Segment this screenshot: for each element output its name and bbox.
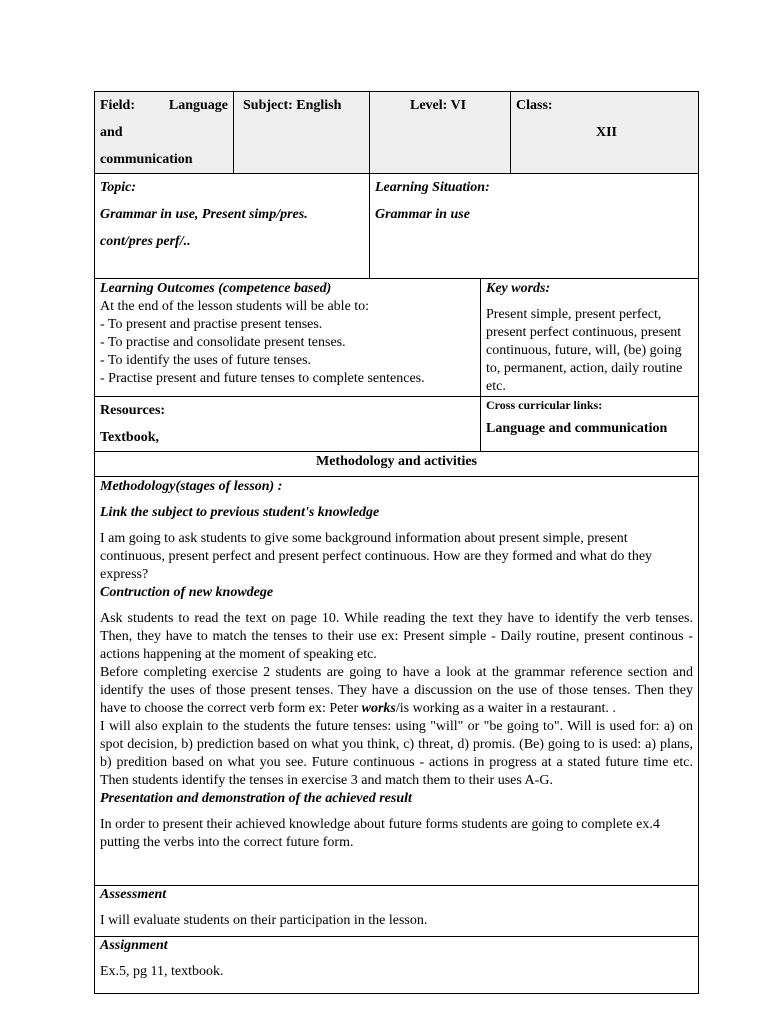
- learning-situation-cell: [370, 174, 699, 279]
- stages-label: Methodology(stages of lesson) :: [100, 479, 283, 494]
- field-label: Field:: [100, 98, 135, 113]
- keywords-cell: [481, 279, 699, 397]
- topic-value-1: Grammar in use, Present simp/pres.: [100, 207, 308, 222]
- assignment-text: Ex.5, pg 11, textbook.: [100, 964, 224, 979]
- learning-situation-label: Learning Situation:: [375, 180, 490, 195]
- outcomes-row: [95, 279, 699, 397]
- field-value-2: and: [100, 125, 123, 140]
- methodology-row: [95, 477, 699, 886]
- outcome-item: - To present and practise present tenses.: [100, 317, 323, 332]
- resources-value: Textbook,: [100, 430, 160, 445]
- outcome-item: - To practise and consolidate present tenses.: [100, 335, 346, 350]
- outcome-item: - To identify the uses of future tenses.: [100, 353, 312, 368]
- presentation-label: Presentation and demonstration of the achieved result: [100, 791, 412, 806]
- assessment-text: I will evaluate students on their participation in the lesson.: [100, 913, 428, 928]
- learning-situation-value: Grammar in use: [375, 207, 470, 222]
- assessment-label: Assessment: [100, 887, 167, 902]
- class-cell: [511, 92, 699, 174]
- construction-paragraph-2: [100, 664, 693, 718]
- construction-p2-b: /is working as a waiter in a restaurant. .: [395, 701, 616, 716]
- construction-p2-a: Before completing exercise 2 students are going to have a look at the grammar reference section and identify the uses of those present tenses. They have a discussion on the use of those tenses. Then they have to choose the correct verb form ex: Peter: [100, 665, 693, 716]
- link-text: I am going to ask students to give some background information about present simple, present continuous, present perfect and present perfect continuous. How are they formed and what do they express?: [100, 531, 653, 582]
- assignment-row: [95, 937, 699, 994]
- subject-cell: [234, 92, 370, 174]
- class-value: XII: [596, 125, 618, 140]
- cross-curricular-value: Language and communication: [486, 421, 668, 436]
- outcomes-cell: [95, 279, 481, 397]
- construction-label: Contruction of new knowdege: [100, 585, 274, 600]
- cross-curricular-cell: [481, 397, 699, 452]
- lesson-plan: [94, 91, 698, 994]
- level-text: Level: VI: [410, 98, 467, 113]
- assessment-row: [95, 886, 699, 937]
- construction-paragraph-3: I will also explain to the students the future tenses: using "will" or "be going to". Will is used for: a) on spot decision, b) prediction based on what you think, c) threat, d) promis. (Be) going to is used: a) plans, b) predition based on what you see. Future continuous - actions in progress at a stated future time etc. Then students identify the tenses in exercise 3 and match them to their uses A-G.: [100, 719, 693, 788]
- assignment-cell: [95, 937, 699, 994]
- topic-cell: [95, 174, 370, 279]
- link-label: Link the subject to previous student's knowledge: [100, 505, 380, 520]
- topic-value-2: cont/pres perf/..: [100, 234, 191, 249]
- presentation-text: In order to present their achieved knowledge about future forms students are going to complete ex.4 putting the verbs into the correct future form.: [100, 817, 660, 850]
- field-value-3: communication: [100, 152, 193, 167]
- header-row: [95, 92, 699, 174]
- resources-row: [95, 397, 699, 452]
- cross-curricular-label: Cross curricular links:: [486, 398, 603, 412]
- outcome-item: - Practise present and future tenses to complete sentences.: [100, 371, 425, 386]
- assessment-cell: [95, 886, 699, 937]
- construction-p2-bold: works: [361, 701, 396, 716]
- level-cell: [370, 92, 511, 174]
- outcomes-label: Learning Outcomes (competence based): [100, 281, 332, 296]
- field-cell: [95, 92, 234, 174]
- topic-label: Topic:: [100, 180, 137, 195]
- lesson-plan-table: [94, 91, 699, 994]
- field-value: Language: [168, 98, 228, 113]
- assignment-label: Assignment: [100, 938, 168, 953]
- construction-paragraph-1: Ask students to read the text on page 10. While reading the text they have to identify the verb tenses. Then, they have to match the tenses to their use ex: Present simple - Daily routine, present continous - actions happening at the moment of speaking etc.: [100, 611, 693, 662]
- methodology-title-row: [95, 452, 699, 477]
- keywords-text: Present simple, present perfect, present perfect continuous, present continuous, future, will, (be) going to, permanent, action, daily routine etc.: [486, 307, 683, 394]
- topic-row: [95, 174, 699, 279]
- resources-label: Resources:: [100, 403, 166, 418]
- subject-text: Subject: English: [243, 98, 342, 113]
- resources-cell: [95, 397, 481, 452]
- methodology-cell: [95, 477, 699, 886]
- class-label: Class:: [516, 98, 553, 113]
- keywords-label: Key words:: [486, 281, 551, 296]
- methodology-title: Methodology and activities: [95, 452, 699, 477]
- outcomes-intro: At the end of the lesson students will be able to:: [100, 299, 370, 314]
